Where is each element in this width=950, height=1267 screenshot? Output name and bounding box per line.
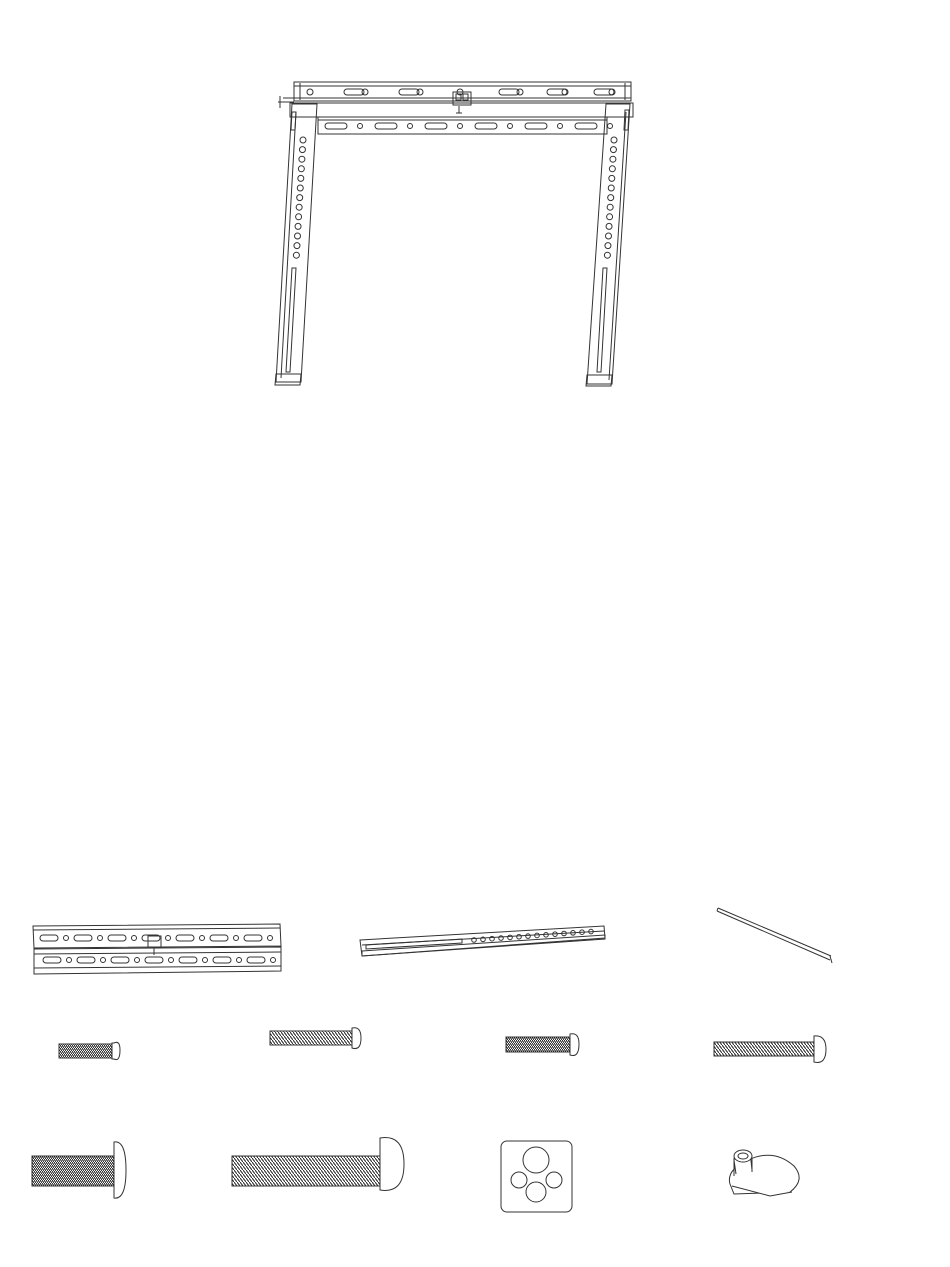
hole [606, 223, 612, 229]
right-arm [586, 104, 630, 386]
hole [132, 936, 137, 941]
slot [40, 935, 58, 941]
hole [67, 958, 72, 963]
slot [111, 957, 129, 963]
hole [98, 936, 103, 941]
vertical-arm-bracket-part [356, 918, 608, 962]
hole [499, 936, 504, 941]
hole [608, 195, 614, 201]
hole [300, 137, 306, 143]
hole [609, 166, 615, 172]
hole [607, 214, 613, 220]
slot [244, 935, 262, 941]
hole [558, 124, 563, 129]
hole [64, 936, 69, 941]
hole [271, 958, 276, 963]
hole [508, 935, 513, 940]
lag-bolt-long-part [228, 1134, 414, 1192]
slot [575, 123, 597, 129]
hole [299, 156, 305, 162]
hole [610, 156, 616, 162]
hole [607, 204, 613, 210]
hole [458, 124, 463, 129]
hole [362, 89, 368, 95]
hole [169, 958, 174, 963]
hole [517, 89, 523, 95]
slot [176, 935, 194, 941]
slot [475, 123, 497, 129]
hole [295, 223, 301, 229]
assembled-mount-illustration [0, 0, 950, 420]
hole [296, 214, 302, 220]
slot [399, 89, 419, 95]
left-arm [275, 104, 317, 385]
lower-crossbar [290, 103, 633, 134]
slot [43, 957, 61, 963]
hole [608, 124, 613, 129]
slot [425, 123, 447, 129]
hole [293, 252, 299, 258]
hole [166, 936, 171, 941]
screw-m6-medium-part [502, 1028, 584, 1062]
hole [604, 252, 610, 258]
screw-m5-medium-part [266, 1024, 366, 1058]
hole [608, 185, 614, 191]
hole [298, 166, 304, 172]
top-crossbar [294, 82, 631, 113]
slot [247, 957, 265, 963]
safety-rod-part [712, 904, 838, 966]
hole [298, 175, 304, 181]
slot [77, 957, 95, 963]
hole [297, 185, 303, 191]
hole [611, 137, 617, 143]
slot [74, 935, 92, 941]
slot [525, 123, 547, 129]
washer-plate-part [498, 1138, 576, 1216]
hole [135, 958, 140, 963]
hole [417, 89, 423, 95]
hole [295, 233, 301, 239]
slot [179, 957, 197, 963]
spacer-foot-part [724, 1140, 806, 1204]
hole [203, 958, 208, 963]
slot [210, 935, 228, 941]
hole [408, 124, 413, 129]
lag-bolt-short-part [28, 1138, 130, 1202]
wall-plate-crossbar-part [30, 918, 285, 982]
hole [294, 243, 300, 249]
slot [325, 123, 347, 129]
hole [268, 936, 273, 941]
slot [499, 89, 519, 95]
hole [605, 243, 611, 249]
hole [101, 958, 106, 963]
hole [609, 175, 615, 181]
screw-m6-long-part [710, 1033, 832, 1069]
slot [594, 89, 614, 95]
hole [234, 936, 239, 941]
hole [606, 233, 612, 239]
slot [213, 957, 231, 963]
hole [517, 934, 522, 939]
hole [200, 936, 205, 941]
hole [307, 89, 313, 95]
slot [108, 935, 126, 941]
slot [547, 89, 567, 95]
slot [375, 123, 397, 129]
hole [297, 195, 303, 201]
hole [296, 204, 302, 210]
hole [237, 958, 242, 963]
slot [344, 89, 364, 95]
hole [610, 147, 616, 153]
slot [145, 957, 163, 963]
screw-m4-short-part [54, 1030, 124, 1070]
hole [358, 124, 363, 129]
hole [508, 124, 513, 129]
hole [299, 147, 305, 153]
hole [526, 934, 531, 939]
